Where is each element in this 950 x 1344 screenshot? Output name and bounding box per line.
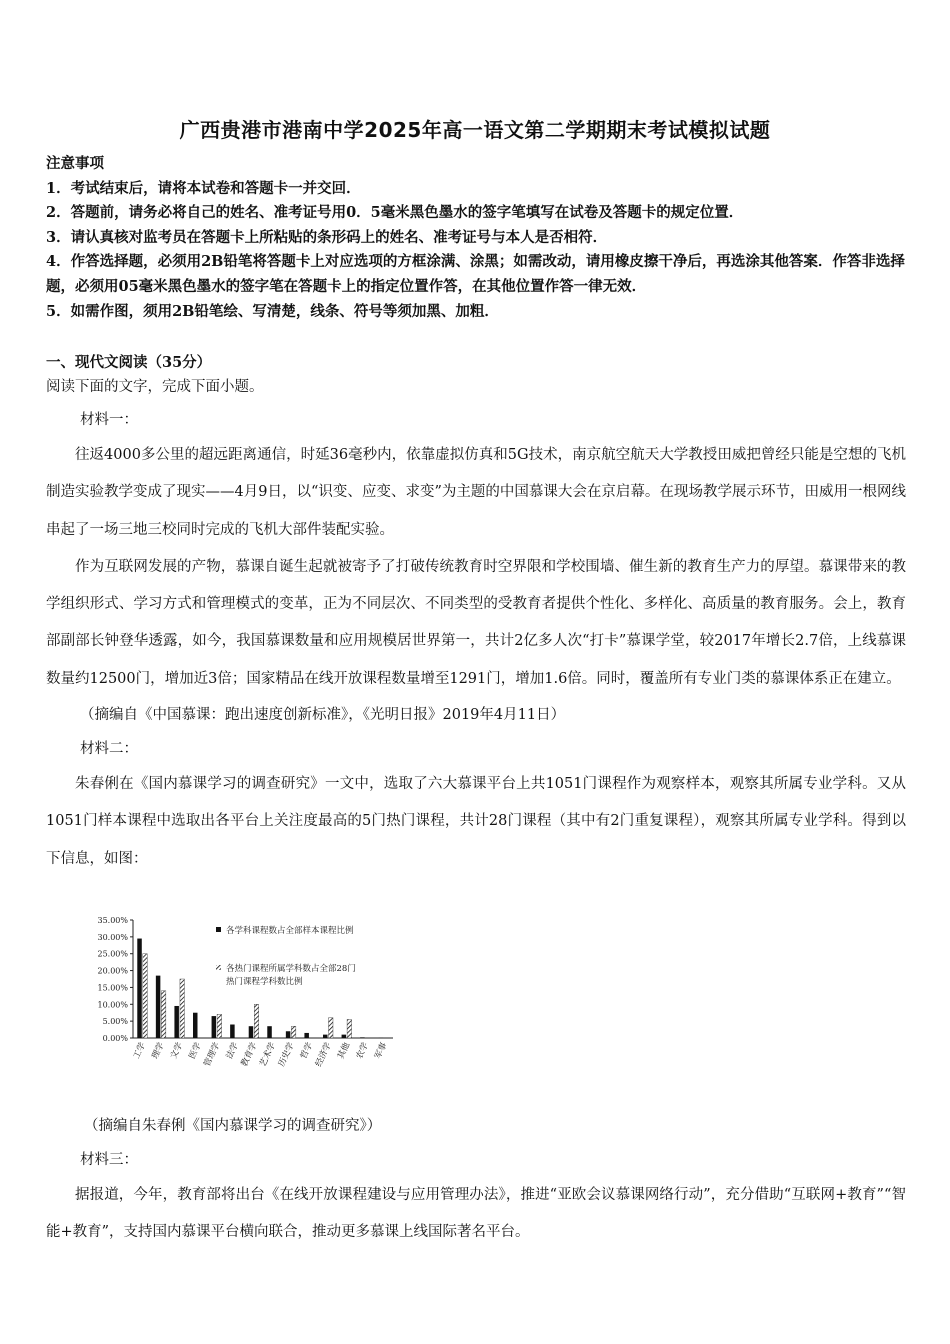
notice-section — [46, 152, 916, 324]
notice-heading: 注意事项 — [46, 155, 104, 172]
material-1 — [46, 403, 906, 878]
bar-series-1 — [267, 1026, 272, 1038]
material-1-source: （摘编自《中国慕课：跑出速度创新标准》，《光明日报》2019年4月11日） — [80, 707, 566, 724]
notice-item: 5．如需作图，须用2B铅笔绘、写清楚，线条、符号等须加黑、加粗． — [46, 302, 499, 320]
section-instruction: 阅读下面的文字，完成下面小题。 — [46, 379, 264, 395]
bar-series-1 — [156, 976, 161, 1038]
y-tick-label: 20.00% — [97, 966, 128, 976]
y-tick-label: 25.00% — [97, 949, 128, 959]
bar-series-2 — [217, 1014, 222, 1038]
bar-series-1 — [193, 1013, 198, 1038]
bar-series-2 — [143, 954, 148, 1038]
x-tick-label: 军事 — [373, 1041, 390, 1061]
material-2-source: （摘编自朱春俐《国内慕课学习的调查研究》） — [84, 1118, 382, 1134]
x-tick-label: 其他 — [336, 1041, 353, 1061]
material-2-label: 材料二： — [80, 741, 138, 758]
legend-swatch-1 — [216, 927, 221, 932]
bar-series-1 — [304, 1033, 309, 1038]
legend-label-2: 各热门课程所属学科数占全部28门 — [226, 964, 356, 974]
x-tick-label: 经济学 — [313, 1041, 334, 1069]
material-1-label: 材料一： — [80, 412, 138, 428]
bar-series-1 — [174, 1006, 179, 1038]
bar-series-1 — [342, 1035, 347, 1038]
legend-swatch-2 — [216, 965, 221, 970]
x-tick-label: 法学 — [224, 1041, 241, 1061]
bar-series-1 — [249, 1026, 254, 1038]
bar-series-1 — [212, 1016, 217, 1038]
notice-item: 3．请认真核对监考员在答题卡上所粘贴的条形码上的姓名、准考证号与本人是否相符． — [46, 228, 608, 246]
bar-series-2 — [291, 1026, 296, 1038]
material-3-paragraph-1: 据报道，今年，教育部将出台《在线开放课程建设与应用管理办法》，推进“亚欧会议慕课网络行动”，充分借助“互联网+教育”“智能+教育”，支持国内慕课平台横向联合，推动更多慕课上线国际著名平台。 — [46, 1187, 906, 1241]
notice-item: 2．答题前，请务必将自己的姓名、准考证号用0．5毫米黑色墨水的签字笔填写在试卷及答题卡的规定位置． — [46, 204, 744, 222]
bar-series-2 — [180, 979, 185, 1038]
bar-series-1 — [360, 1037, 365, 1038]
y-tick-label: 10.00% — [97, 1000, 128, 1010]
x-tick-label: 理学 — [150, 1041, 167, 1061]
bar-series-1 — [230, 1025, 235, 1038]
bar-series-2 — [329, 1018, 334, 1038]
y-tick-label: 35.00% — [97, 916, 128, 925]
subject-bar-chart — [88, 910, 428, 1105]
y-tick-label: 15.00% — [97, 983, 128, 993]
x-tick-label: 工学 — [131, 1041, 149, 1061]
bar-series-2 — [161, 991, 166, 1038]
x-tick-label: 哲学 — [298, 1041, 316, 1061]
x-tick-label: 文学 — [168, 1041, 186, 1061]
bar-series-1 — [323, 1035, 328, 1038]
x-tick-label: 管理学 — [202, 1041, 223, 1069]
material-2-tail — [46, 1109, 906, 1252]
bar-series-2 — [254, 1004, 259, 1038]
page-title: 广西贵港市港南中学2025年高一语文第二学期期末考试模拟试题 — [179, 118, 771, 142]
y-tick-label: 5.00% — [102, 1017, 128, 1027]
x-tick-label: 医学 — [187, 1041, 204, 1061]
material-1-paragraph-2: 作为互联网发展的产物，慕课自诞生起就被寄予了打破传统教育时空界限和学校围墙、催生新的教育生产力的厚望。慕课带来的教学组织形式、学习方式和管理模式的变革，正为不同层次、不同类型的受教育者提供个性化、多样化、高质量的教育服务。会上，教育部副部长钟登华透露，如今，我国慕课数量和应用规模居世界第一，共计2亿多人次“打卡”慕课学堂，较2017年增长2.7倍，上线慕课数量约12500门，增加近3倍；国家精品在线开放课程数量增至1291门，增加1.6倍。同时，覆盖所有专业门类的慕课体系正在建立。 — [46, 558, 906, 687]
x-tick-label: 历史学 — [276, 1041, 297, 1069]
section-heading: 一、现代文阅读（35分） — [46, 354, 212, 371]
x-tick-label: 农学 — [354, 1041, 371, 1061]
legend-label-3: 热门课程学科数比例 — [226, 977, 303, 987]
notice-item: 1．考试结束后，请将本试卷和答题卡一并交回． — [46, 179, 361, 197]
bar-series-2 — [347, 1019, 352, 1038]
y-tick-label: 30.00% — [97, 932, 128, 942]
material-3-label: 材料三： — [80, 1152, 138, 1168]
x-tick-label: 教育学 — [239, 1041, 260, 1069]
bar-series-1 — [286, 1031, 291, 1038]
legend-label-1: 各学科课程数占全部样本课程比例 — [226, 926, 354, 936]
y-tick-label: 0.00% — [102, 1034, 128, 1043]
x-tick-label: 艺术学 — [258, 1041, 279, 1069]
material-2-paragraph-1: 朱春俐在《国内慕课学习的调查研究》一文中，选取了六大慕课平台上共1051门课程作为观察样本，观察其所属专业学科。又从1051门样本课程中选取出各平台上关注度最高的5门热门课程，共计28门课程（其中有2门重复课程），观察其所属专业学科。得到以下信息，如图： — [46, 776, 906, 867]
material-1-paragraph-1: 往返4000多公里的超远距离通信，时延36毫秒内，依靠虚拟仿真和5G技术，南京航空航天大学教授田威把曾经只能是空想的飞机制造实验教学变成了现实——4月9日，以“识变、应变、求变”为主题的中国慕课大会在京启幕。在现场教学展示环节，田威用一根网线串起了一场三地三校同时完成的飞机大部件装配实验。 — [46, 447, 906, 538]
notice-item: 4．作答选择题，必须用2B铅笔将答题卡上对应选项的方框涂满、涂黑；如需改动，请用橡皮擦干净后，再选涂其他答案．作答非选择题，必须用05毫米黑色墨水的签字笔在答题卡上的指定位置作答，在其他位置作答一律无效． — [46, 253, 905, 295]
bar-series-1 — [137, 939, 142, 1038]
